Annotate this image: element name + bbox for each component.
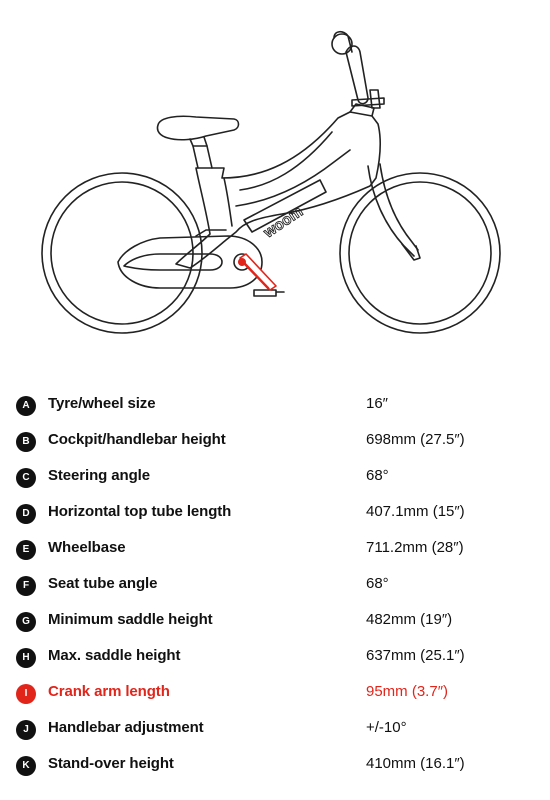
spec-value: 637mm (25.1″) xyxy=(366,647,465,664)
spec-label: Tyre/wheel size xyxy=(48,395,156,412)
spec-value: 407.1mm (15″) xyxy=(366,503,465,520)
spec-value: +/-10° xyxy=(366,719,407,736)
spec-label: Minimum saddle height xyxy=(48,611,213,628)
spec-label: Wheelbase xyxy=(48,539,126,556)
pedal xyxy=(254,290,284,296)
spec-label: Stand-over height xyxy=(48,755,174,772)
spec-letter-badge: K xyxy=(16,756,36,776)
spec-row-f xyxy=(16,570,536,606)
spec-letter-badge: E xyxy=(16,540,36,560)
spec-label: Horizontal top tube length xyxy=(48,503,232,520)
crank-arm-highlight xyxy=(238,254,276,290)
spec-label: Handlebar adjustment xyxy=(48,719,204,736)
bike-line-drawing xyxy=(0,0,550,370)
spec-value: 16″ xyxy=(366,395,388,412)
spec-label: Seat tube angle xyxy=(48,575,158,592)
spec-letter-badge: H xyxy=(16,648,36,668)
bike-diagram xyxy=(0,0,550,370)
spec-letter-badge: A xyxy=(16,396,36,416)
spec-letter-badge: I xyxy=(16,684,36,704)
woom-logo: woom xyxy=(260,202,307,242)
spec-row-h xyxy=(16,642,536,678)
spec-letter-badge: C xyxy=(16,468,36,488)
spec-letter-badge: F xyxy=(16,576,36,596)
spec-value: 698mm (27.5″) xyxy=(366,431,465,448)
spec-letter-badge: G xyxy=(16,612,36,632)
spec-value: 68° xyxy=(366,467,389,484)
spec-row-b xyxy=(16,426,536,462)
spec-label: Crank arm length xyxy=(48,683,170,700)
spec-value: 95mm (3.7″) xyxy=(366,683,448,700)
spec-list xyxy=(16,390,536,786)
spec-row-k xyxy=(16,750,536,786)
rear-wheel xyxy=(42,173,202,333)
spec-label: Steering angle xyxy=(48,467,150,484)
spec-value: 410mm (16.1″) xyxy=(366,755,465,772)
spec-letter-badge: J xyxy=(16,720,36,740)
spec-row-c xyxy=(16,462,536,498)
seat-post xyxy=(193,146,212,168)
saddle xyxy=(157,116,238,139)
spec-row-g xyxy=(16,606,536,642)
spec-value: 482mm (19″) xyxy=(366,611,453,628)
front-wheel xyxy=(340,173,500,333)
spec-label: Max. saddle height xyxy=(48,647,181,664)
spec-row-d xyxy=(16,498,536,534)
spec-row-e xyxy=(16,534,536,570)
spec-row-i xyxy=(16,678,536,714)
spec-value: 68° xyxy=(366,575,389,592)
spec-row-j xyxy=(16,714,536,750)
spec-row-a xyxy=(16,390,536,426)
spec-label: Cockpit/handlebar height xyxy=(48,431,226,448)
spec-letter-badge: D xyxy=(16,504,36,524)
handlebar xyxy=(346,46,368,104)
spec-letter-badge: B xyxy=(16,432,36,452)
spec-value: 711.2mm (28″) xyxy=(366,539,464,556)
